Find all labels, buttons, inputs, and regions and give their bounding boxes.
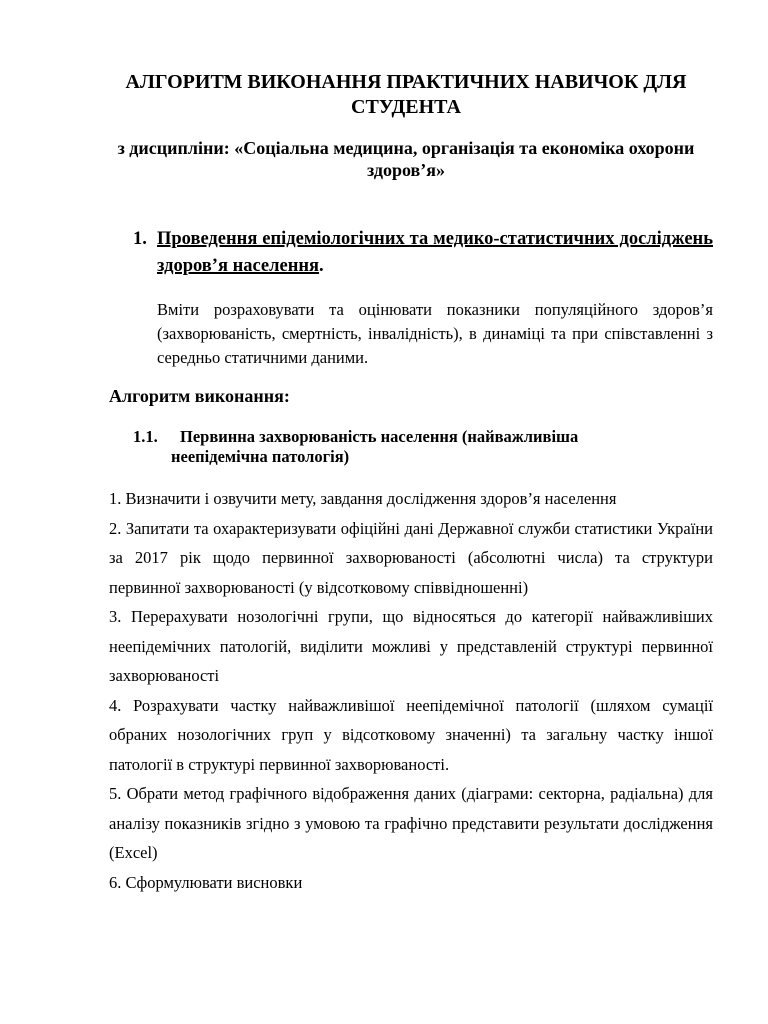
section-heading-text: Проведення епідеміологічних та медико-статистичних досліджень здоров’я населення <box>157 229 713 276</box>
step-item: 1. Визначити і озвучити мету, завдання дослідження здоров’я населення <box>109 489 617 508</box>
step-item: 3. Перерахувати нозологічні групи, що відносяться до категорії найважливіших неепідемічних патологій, виділити можливі у представленій структурі первинної захворюваності <box>109 607 713 685</box>
step-item: 6. Сформулювати висновки <box>109 872 303 892</box>
section-heading-text-wrap <box>157 226 713 280</box>
subsection-heading-line2: неепідемічна патологія) <box>171 447 350 466</box>
section-heading <box>133 226 713 280</box>
document-title: АЛГОРИТМ ВИКОНАННЯ ПРАКТИЧНИХ НАВИЧОК ДЛЯ СТУДЕНТА <box>125 71 687 118</box>
section-heading-end: . <box>319 256 324 276</box>
algorithm-heading: Алгоритм виконання: <box>109 386 290 406</box>
intro-paragraph: Вміти розраховувати та оцінювати показники популяційного здоров’я (захворюваність, смертність, інвалідність), в динаміці та при співставленні з середньо статичними даними. <box>157 300 713 367</box>
subsection-heading <box>133 427 693 467</box>
step-item: 5. Обрати метод графічного відображення даних (діаграми: секторна, радіальна) для аналізу показників згідно з умовою та графічно представити результати дослідження (Excel) <box>109 784 713 862</box>
subsection-number: 1.1. <box>133 427 158 446</box>
step-item: 4. Розрахувати частку найважливішої неепідемічної патології (шляхом сумації обраних нозологічних груп у відсотковому значенні) та загальну частку іншої патології в структурі первинної захворюваності. <box>109 695 713 774</box>
subsection-heading-line1: Первинна захворюваність населення (найважливіша <box>180 427 579 446</box>
document-subtitle: з дисципліни: «Соціальна медицина, організація та економіка охорони здоров’я» <box>117 138 695 180</box>
section-number: 1. <box>133 229 147 249</box>
step-item: 2. Запитати та охарактеризувати офіційні дані Державної служби статистики України за 2017 рік щодо первинної захворюваності (абсолютні числа) та структури первинної захворюваності (у відсотковому співвідношенні) <box>109 518 713 597</box>
subsection-heading-text <box>171 427 693 467</box>
steps-list <box>109 484 713 897</box>
